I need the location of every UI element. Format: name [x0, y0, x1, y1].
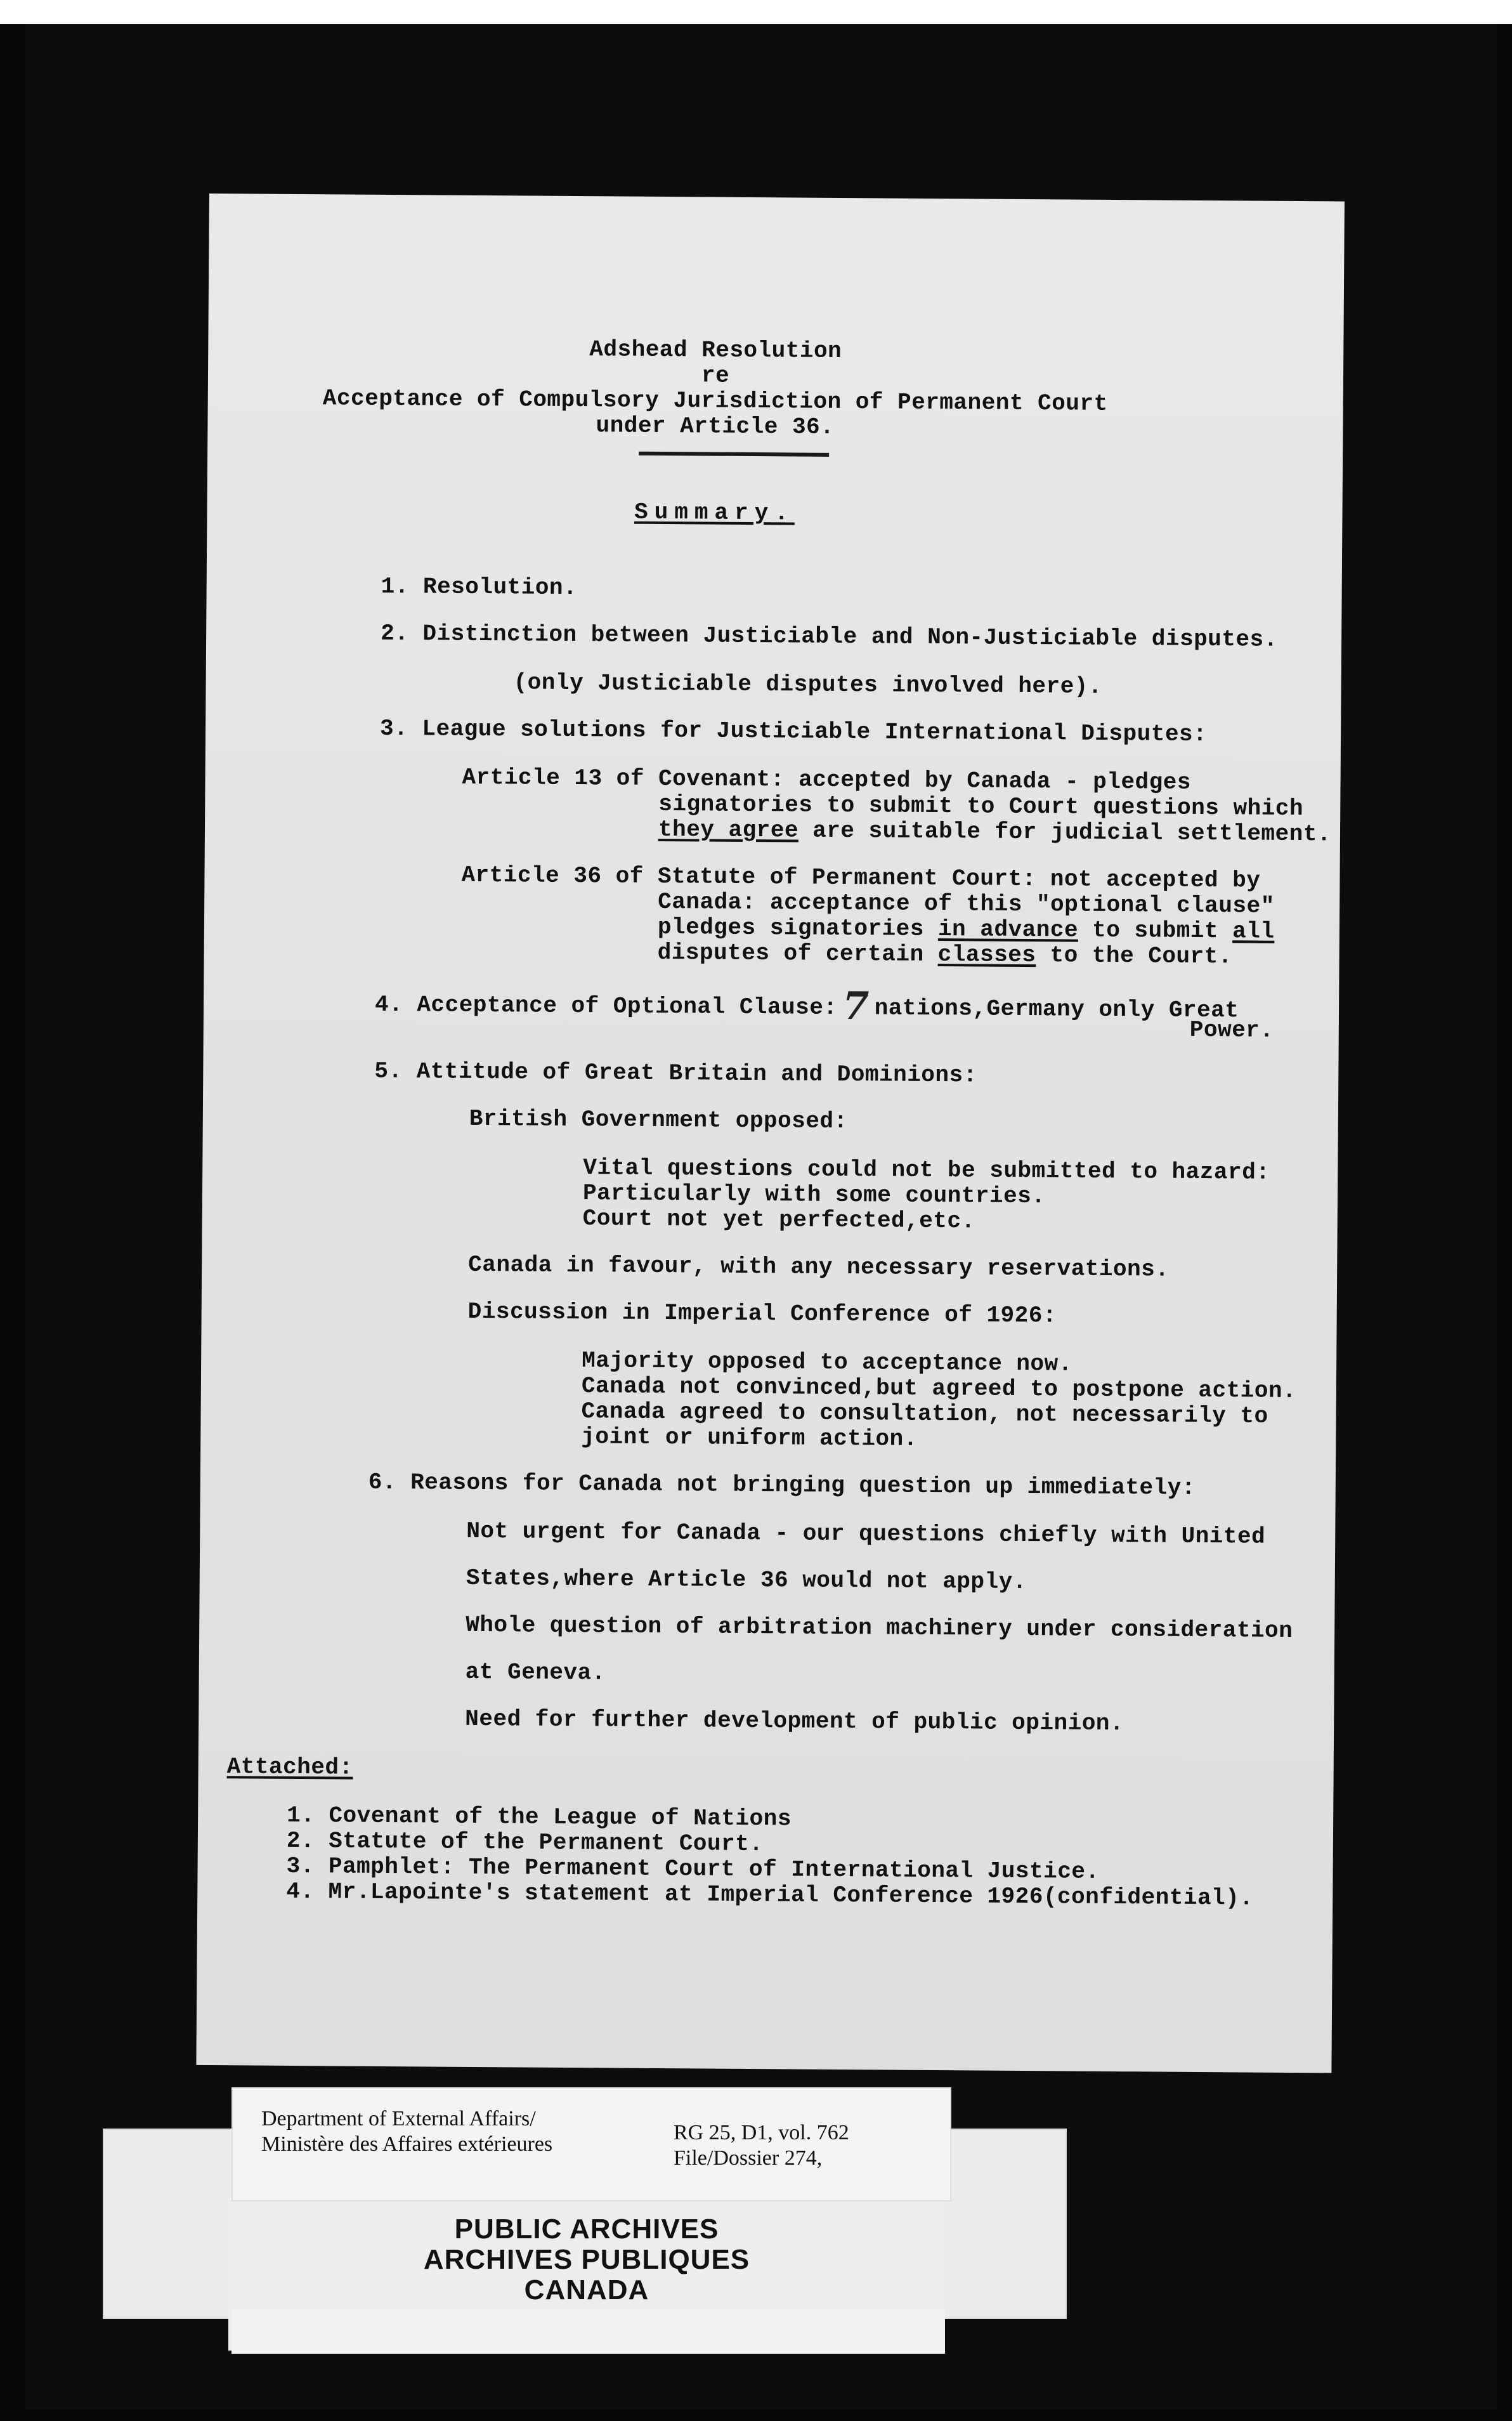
vital-line-1: Vital questions could not be submitted to hazard: — [583, 1155, 1270, 1186]
title-line-4: under Article 36. — [596, 412, 835, 440]
attachment-1: 1. Covenant of the League of Nations — [287, 1802, 792, 1832]
public-archives-stamp: PUBLIC ARCHIVES ARCHIVES PUBLIQUES CANADA — [423, 2214, 750, 2306]
attachment-3: 3. Pamphlet: The Permanent Court of International Justice. — [286, 1853, 1100, 1885]
title-line-2: re — [701, 362, 730, 389]
vital-line-2: Particularly with some countries. — [582, 1180, 1046, 1210]
reason-line-1: Not urgent for Canada - our questions chiefly with United — [466, 1518, 1266, 1550]
article-13-line-1: Article 13 of Covenant: accepted by Canada - pledges — [462, 764, 1192, 796]
reason-line-4: at Geneva. — [465, 1658, 606, 1686]
department-label — [231, 2087, 951, 2201]
summary-heading: Summary. — [634, 499, 795, 527]
handwritten-seven: 7 — [842, 984, 870, 1029]
majority-line-4: joint or uniform action. — [581, 1424, 918, 1452]
vital-line-3: Court not yet perfected,etc. — [582, 1205, 975, 1235]
item-4-cont: Power. — [1189, 1016, 1274, 1044]
attachment-4: 4. Mr.Lapointe's statement at Imperial Conference 1926(confidential). — [286, 1878, 1254, 1912]
file-reference: RG 25, D1, vol. 762 File/Dossier 274, — [674, 2121, 849, 2170]
article-36-line-4: disputes of certain classes to the Court. — [657, 939, 1233, 970]
article-36-line-3: pledges signatories in advance to submit all — [657, 914, 1275, 945]
item-4: 4. Acceptance of Optional Clause: 7 nations,Germany only Great — [374, 984, 1239, 1029]
item-2-sub: (only Justiciable disputes involved here). — [513, 669, 1103, 700]
british-government: British Government opposed: — [469, 1105, 848, 1135]
title-rule — [639, 452, 829, 457]
canada-in-favour: Canada in favour, with any necessary reservations. — [468, 1251, 1170, 1283]
majority-line-3: Canada agreed to consultation, not necessarily to — [581, 1398, 1268, 1429]
attached-heading: Attached: — [226, 1754, 353, 1781]
title-line-1: Adshead Resolution — [589, 336, 842, 364]
article-13-line-3: they agree are suitable for judicial settlement. — [658, 816, 1332, 848]
imperial-discussion: Discussion in Imperial Conference of 1926: — [467, 1298, 1057, 1329]
article-36-line-2: Canada: acceptance of this "optional clause" — [658, 888, 1275, 919]
item-5: 5. Attitude of Great Britain and Dominions: — [374, 1058, 977, 1089]
underlined-all: all — [1232, 918, 1275, 945]
reason-line-3: Whole question of arbitration machinery under consideration — [466, 1611, 1293, 1644]
item-3: 3. League solutions for Justiciable International Disputes: — [379, 715, 1208, 748]
underlined-they-agree: they agree — [658, 816, 799, 844]
underlined-in-advance: in advance — [937, 916, 1079, 943]
reason-line-2: States,where Article 36 would not apply. — [466, 1565, 1027, 1596]
item-2: 2. Distinction between Justiciable and Non-Justiciable disputes. — [381, 620, 1278, 653]
reason-line-5: Need for further development of public opinion. — [465, 1705, 1124, 1737]
department-name: Department of External Affairs/ Ministère des Affaires extérieures — [261, 2107, 553, 2156]
attachment-2: 2. Statute of the Permanent Court. — [286, 1827, 764, 1858]
majority-line-1: Majority opposed to acceptance now. — [582, 1348, 1072, 1377]
item-6: 6. Reasons for Canada not bringing question up immediately: — [368, 1469, 1196, 1501]
title-line-3: Acceptance of Compulsory Jurisdiction of Permanent Court — [322, 385, 1108, 417]
document-page — [196, 194, 1345, 2073]
article-36-line-1: Article 36 of Statute of Permanent Court: not accepted by — [461, 862, 1261, 894]
item-1: 1. Resolution. — [381, 573, 578, 601]
underlined-classes: classes — [937, 942, 1036, 969]
majority-line-2: Canada not convinced,but agreed to postpone action. — [581, 1373, 1297, 1405]
bottom-label-strip — [231, 2309, 945, 2354]
article-13-line-2: signatories to submit to Court questions which — [658, 791, 1304, 822]
top-film-edge — [0, 0, 1512, 24]
